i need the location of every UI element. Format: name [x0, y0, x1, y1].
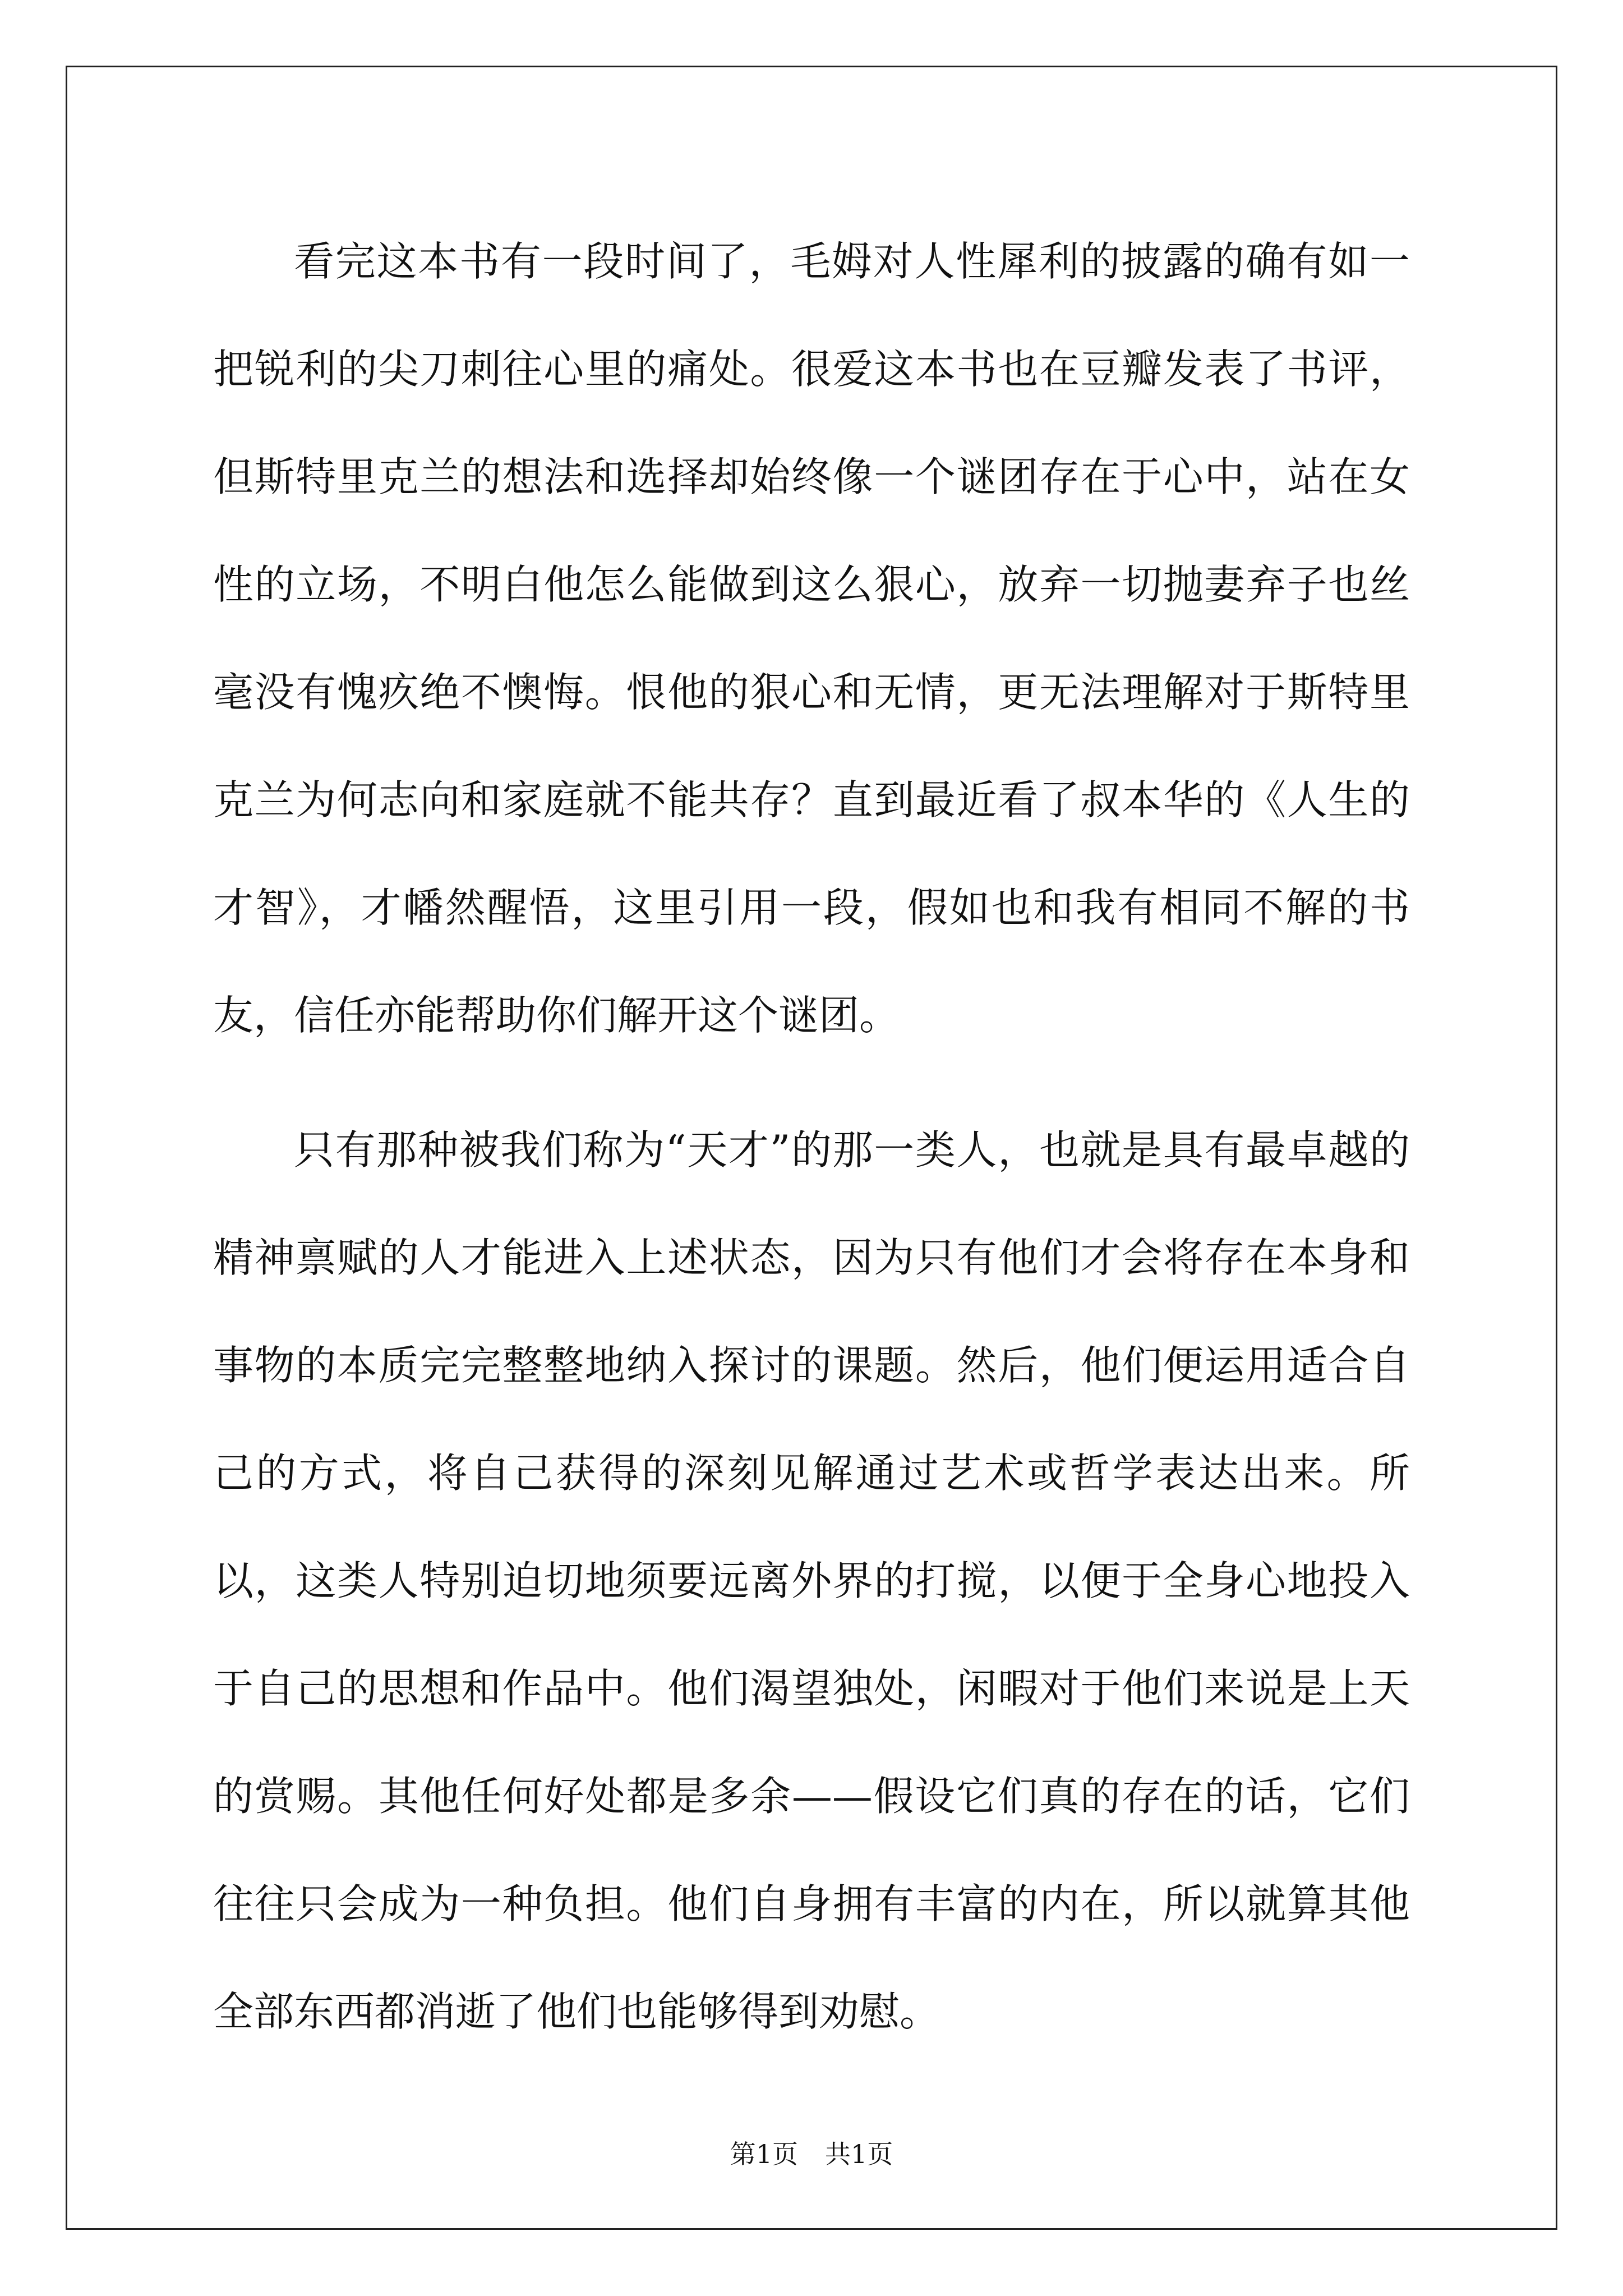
- paragraph-2: 只有那种被我们称为“天才”的那一类人，也就是具有最卓越的精神禀赋的人才能进入上述状态，因为只有他们才会将存在本身和事物的本质完完整整地纳入探讨的课题。然后，他们便运用适合自己的方式，将自己获得的深刻见解通过艺术或哲学表达出来。所以，这类人特别迫切地须要远离外界的打搅，以便于全身心地投入于自己的思想和作品中。他们渴望独处，闲暇对于他们来说是上天的赏赐。其他任何好处都是多余——假设它们真的存在的话，它们往往只会成为一种负担。他们自身拥有丰富的内在，所以就算其他全部东西都消逝了他们也能够得到劝慰。: [213, 1126, 1410, 2035]
- page-number-current: 第1页: [730, 2139, 798, 2169]
- page-number-total: 共1页: [825, 2139, 893, 2169]
- document-body: [213, 208, 1410, 2092]
- paragraph-1: 看完这本书有一段时间了，毛姆对人性犀利的披露的确有如一把锐利的尖刀刺往心里的痛处。很爱这本书也在豆瓣发表了书评，但斯特里克兰的想法和选择却始终像一个谜团存在于心中，站在女性的立场，不明白他怎么能做到这么狠心，放弃一切抛妻弃子也丝毫没有愧疚绝不懊悔。恨他的狠心和无情，更无法理解对于斯特里克兰为何志向和家庭就不能共存？直到最近看了叔本华的《人生的才智》，才幡然醒悟，这里引用一段，假如也和我有相同不解的书友，信任亦能帮助你们解开这个谜团。: [213, 238, 1410, 1039]
- page-footer: [0, 2137, 1623, 2171]
